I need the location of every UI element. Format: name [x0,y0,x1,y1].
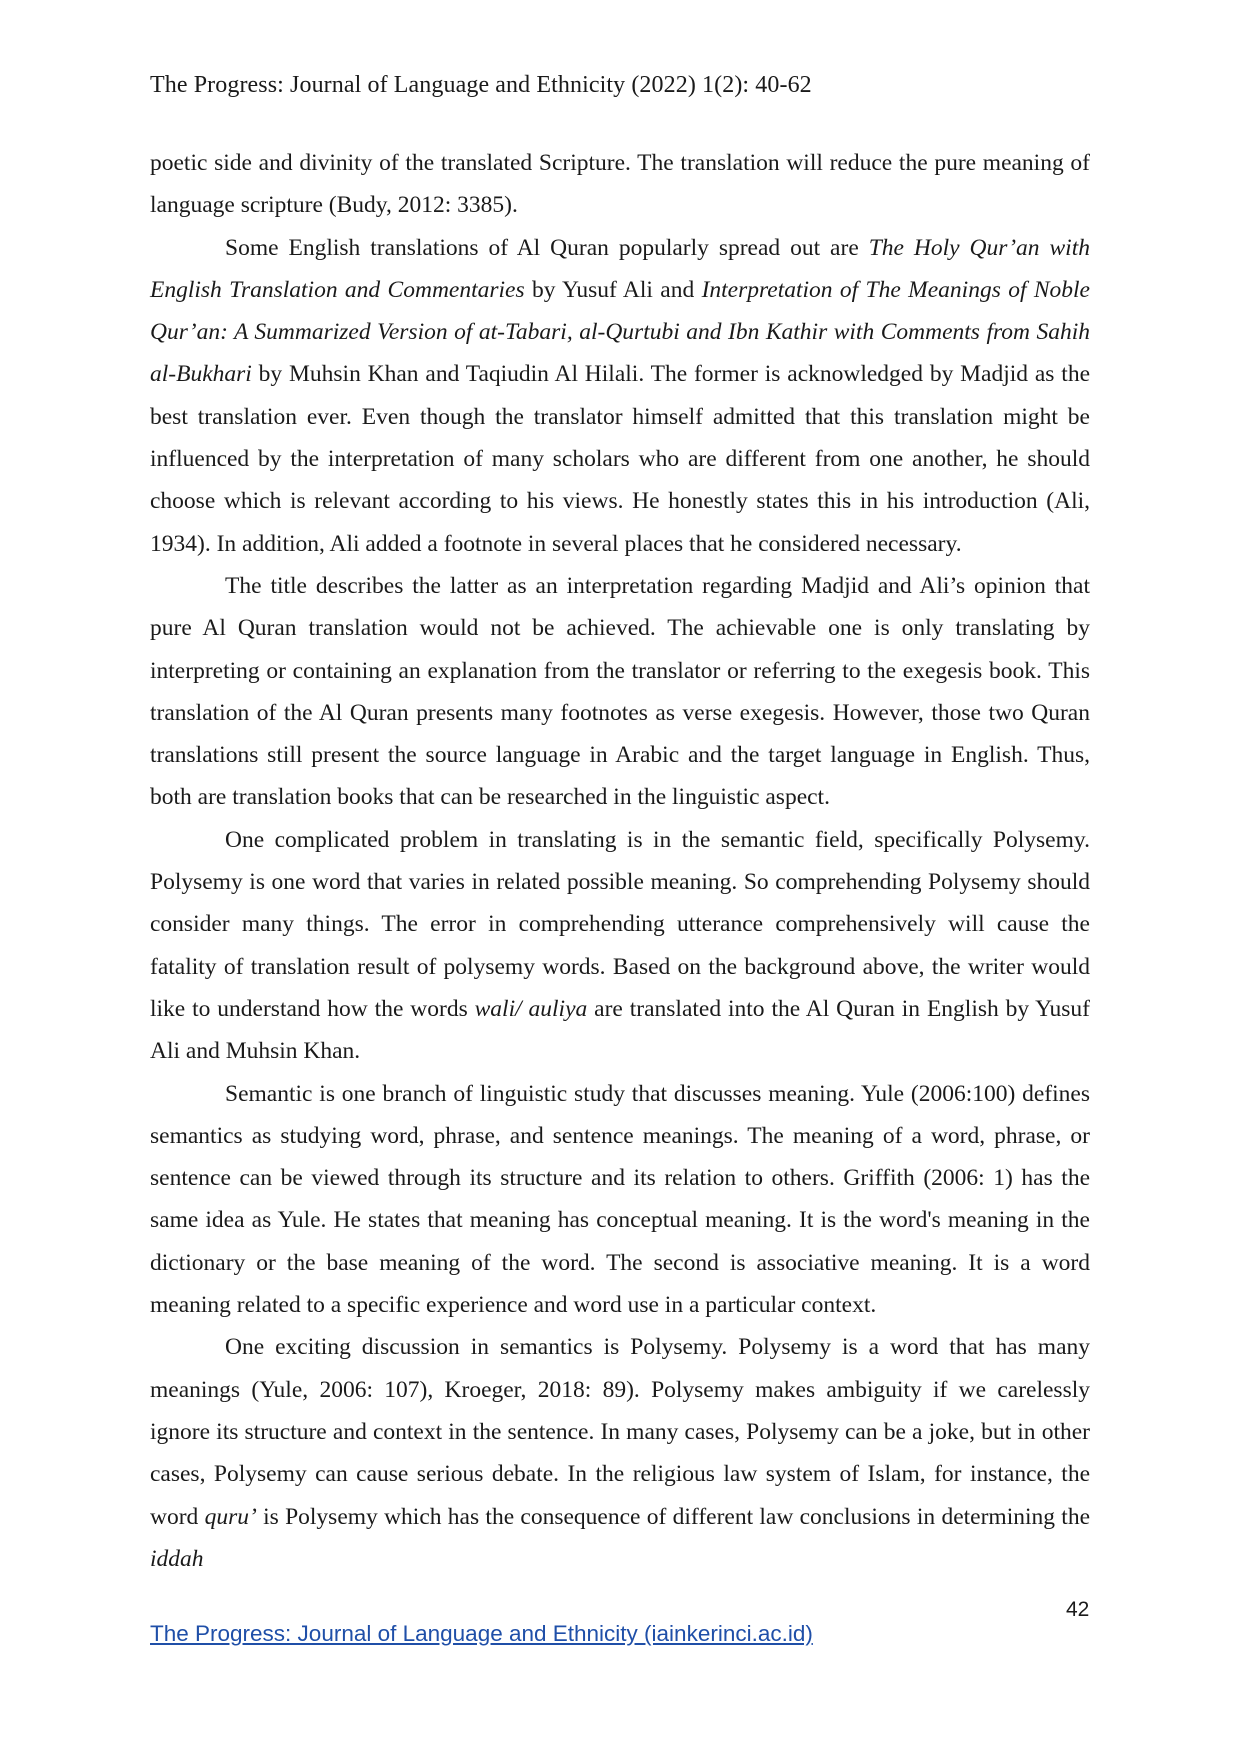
text-span: by Yusuf Ali and [524,276,702,303]
journal-footer-link[interactable]: The Progress: Journal of Language and Ethnicity (iainkerinci.ac.id) [150,1621,813,1646]
paragraph-title-interpretation: The title describes the latter as an interpretation regarding Madjid and Ali’s opinion that pure Al Quran translation would not be achieved. The achievable one is only translating by interpreting or containing an explanation from the translator or referring to the exegesis book. This translation of the Al Quran presents many footnotes as verse exegesis. However, those two Quran translations still present the source language in Arabic and the target language in English. Thus, both are translation books that can be researched in the linguistic aspect. [150,572,1090,811]
page-number: 42 [1066,1598,1090,1621]
article-body [150,142,1090,1580]
paragraph-polysemy-problem [150,819,1090,1073]
paragraph-continuation: poetic side and divinity of the translated Scripture. The translation will reduce the pure meaning of language scripture (Budy, 2012: 3385). [150,150,1090,219]
book-title-muhsin-khan: Interpretation of The Meanings of Noble Qur’an: A Summarized Version of at-Tabari, al-Qurtubi and Ibn Kathir with Comments from Sahih al-Bukhari [150,276,1090,388]
text-span: is Polysemy which has the consequence of different law conclusions in determining the [256,1503,1090,1530]
term-quru: quru’ [204,1503,257,1530]
book-title-yusuf-ali: The Holy Qur’an with English Translation and Commentaries [150,234,1090,303]
running-header: The Progress: Journal of Language and Ethnicity (2022) 1(2): 40-62 [150,72,812,98]
paragraph-polysemy-discussion [150,1326,1090,1580]
text-span: One complicated problem in translating is in the semantic field, specifically Polysemy. Polysemy is one word that varies in related possible meaning. So comprehending Polysemy should consider many things. The error in comprehending utterance comprehensively will cause the fatality of translation result of polysemy words. Based on the background above, the writer would like to understand how the words [150,826,1090,1022]
term-wali-auliya: wali/ auliya [474,995,588,1022]
text-span: by Muhsin Khan and Taqiudin Al Hilali. The former is acknowledged by Madjid as the best translation ever. Even though the translator himself admitted that this translation might be influenced by the interpretation of many scholars who are different from one another, he should choose which is relevant according to his views. He honestly states this in his introduction (Ali, 1934). In addition, Ali added a footnote in several places that he considered necessary. [150,361,1090,557]
term-iddah: iddah [150,1545,204,1572]
text-span: are translated into the Al Quran in English by Yusuf Ali and Muhsin Khan. [150,995,1091,1065]
paragraph-semantics: Semantic is one branch of linguistic study that discusses meaning. Yule (2006:100) defines semantics as studying word, phrase, and sentence meanings. The meaning of a word, phrase, or sentence can be viewed through its structure and its relation to others. Griffith (2006: 1) has the same idea as Yule. He states that meaning has conceptual meaning. It is the word's meaning in the dictionary or the base meaning of the word. The second is associative meaning. It is a word meaning related to a specific experience and word use in a particular context. [150,1080,1090,1319]
text-span: Some English translations of Al Quran popularly spread out are [225,234,869,261]
text-span: One exciting discussion in semantics is Polysemy. Polysemy is a word that has many meanings (Yule, 2006: 107), Kroeger, 2018: 89). Polysemy makes ambiguity if we carelessly ignore its structure and context in the sentence. In many cases, Polysemy can be a joke, but in other cases, Polysemy can cause serious debate. In the religious law system of Islam, for instance, the word [150,1334,1090,1530]
paragraph-english-translations [150,227,1090,565]
